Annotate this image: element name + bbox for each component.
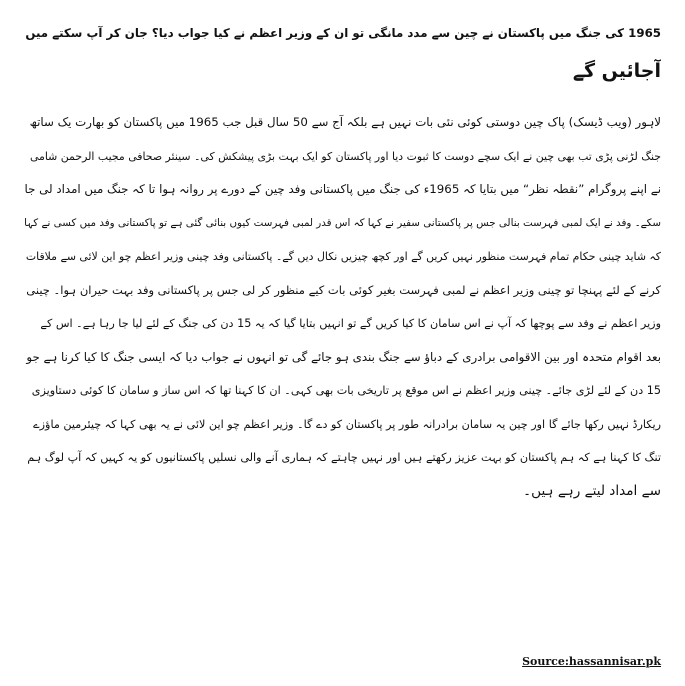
article-body <box>24 106 661 508</box>
body-line: جنگ لڑنی پڑی تب بھی چین نے ایک سچے دوست کا ثبوت دیا اور پاکستان کو ایک بہت بڑی پیشکش کی۔ سینئر صحافی مجیب الرحمن شامی <box>29 149 661 163</box>
body-line: وزیر اعظم نے وفد سے پوچھا کہ آپ نے اس سامان کا کیا کریں گے تو انہیں بتایا گیا کہ یہ 15 دن کی جنگ کے لئے لیا جا رہا ہے۔ اس کے <box>40 317 661 330</box>
article-title <box>24 14 661 90</box>
body-line: کرنے کے لئے پہنچا تو چینی وزیر اعظم نے لمبی فہرست بغیر کوئی بات کیے منظور کر لی جس پر پاکستانی وفد بہت حیران ہوا۔ چینی <box>26 282 661 297</box>
body-line: تنگ کا کہنا ہے کہ ہم پاکستان کو بہت عزیز رکھتے ہیں اور نہیں چاہتے کہ ہماری آنے والی نسلیں پاکستانیوں کو یہ کہیں کہ آپ لوگ ہم <box>27 451 661 464</box>
body-line: 15 دن کے لئے لڑی جائے۔ چینی وزیر اعظم نے اس موقع پر تاریخی بات بھی کہی۔ ان کا کہنا تھا کہ اس ساز و سامان کا کوئی دستاویزی <box>31 384 661 397</box>
body-line: سکے۔ وفد نے ایک لمبی فہرست بنالی جس پر پاکستانی سفیر نے کہا کہ اس قدر لمبی فہرست کیوں بنائی گئی ہے تو پاکستانی وفد میں کسی نے کہا <box>24 216 661 229</box>
body-line: ریکارڈ نہیں رکھا جائے گا اور چین یہ سامان برادرانہ طور پر پاکستان کو دے گا۔ وزیر اعظم چو این لائی نے یہ بھی کہا کہ چیئرمین ماؤزے <box>33 417 661 431</box>
title-line: آجائیں گے <box>572 60 661 82</box>
body-line: لاہور (ویب ڈیسک) پاک چین دوستی کوئی نئی بات نہیں ہے بلکہ آج سے 50 سال قبل جب 1965 میں پاکستان کو بھارت یک ساتھ <box>29 115 661 129</box>
body-line: نے اپنے پروگرام ”نقطہ نظر“ میں بتایا کہ 1965ء کی جنگ میں پاکستانی وفد چین کے دورے پر روانہ ہوا تا کہ جنگ میں امداد لی جا <box>24 182 661 196</box>
body-line: سے امداد لیتے رہے ہیں۔ <box>523 482 661 499</box>
body-line: بعد اقوام متحدہ اور بین الاقوامی برادری کے دباؤ سے جنگ بندی ہو جائے گی تو انہوں نے جواب دیا کہ ایسی جنگ کا کیا کرنا ہے جو <box>26 349 661 364</box>
source-credit: Source:hassannisar.pk <box>522 655 661 668</box>
body-line: کہ شاید چینی حکام تمام فہرست منظور نہیں کریں گے اور کچھ چیزیں نکال دیں گے۔ پاکستانی وفد چینی وزیر اعظم چو این لائی سے ملاقات <box>25 250 661 263</box>
title-line: 1965 کی جنگ میں پاکستان نے چین سے مدد مانگی تو ان کے وزیر اعظم نے کیا جواب دیا؟ جان کر آپ سکتے میں <box>25 26 661 40</box>
